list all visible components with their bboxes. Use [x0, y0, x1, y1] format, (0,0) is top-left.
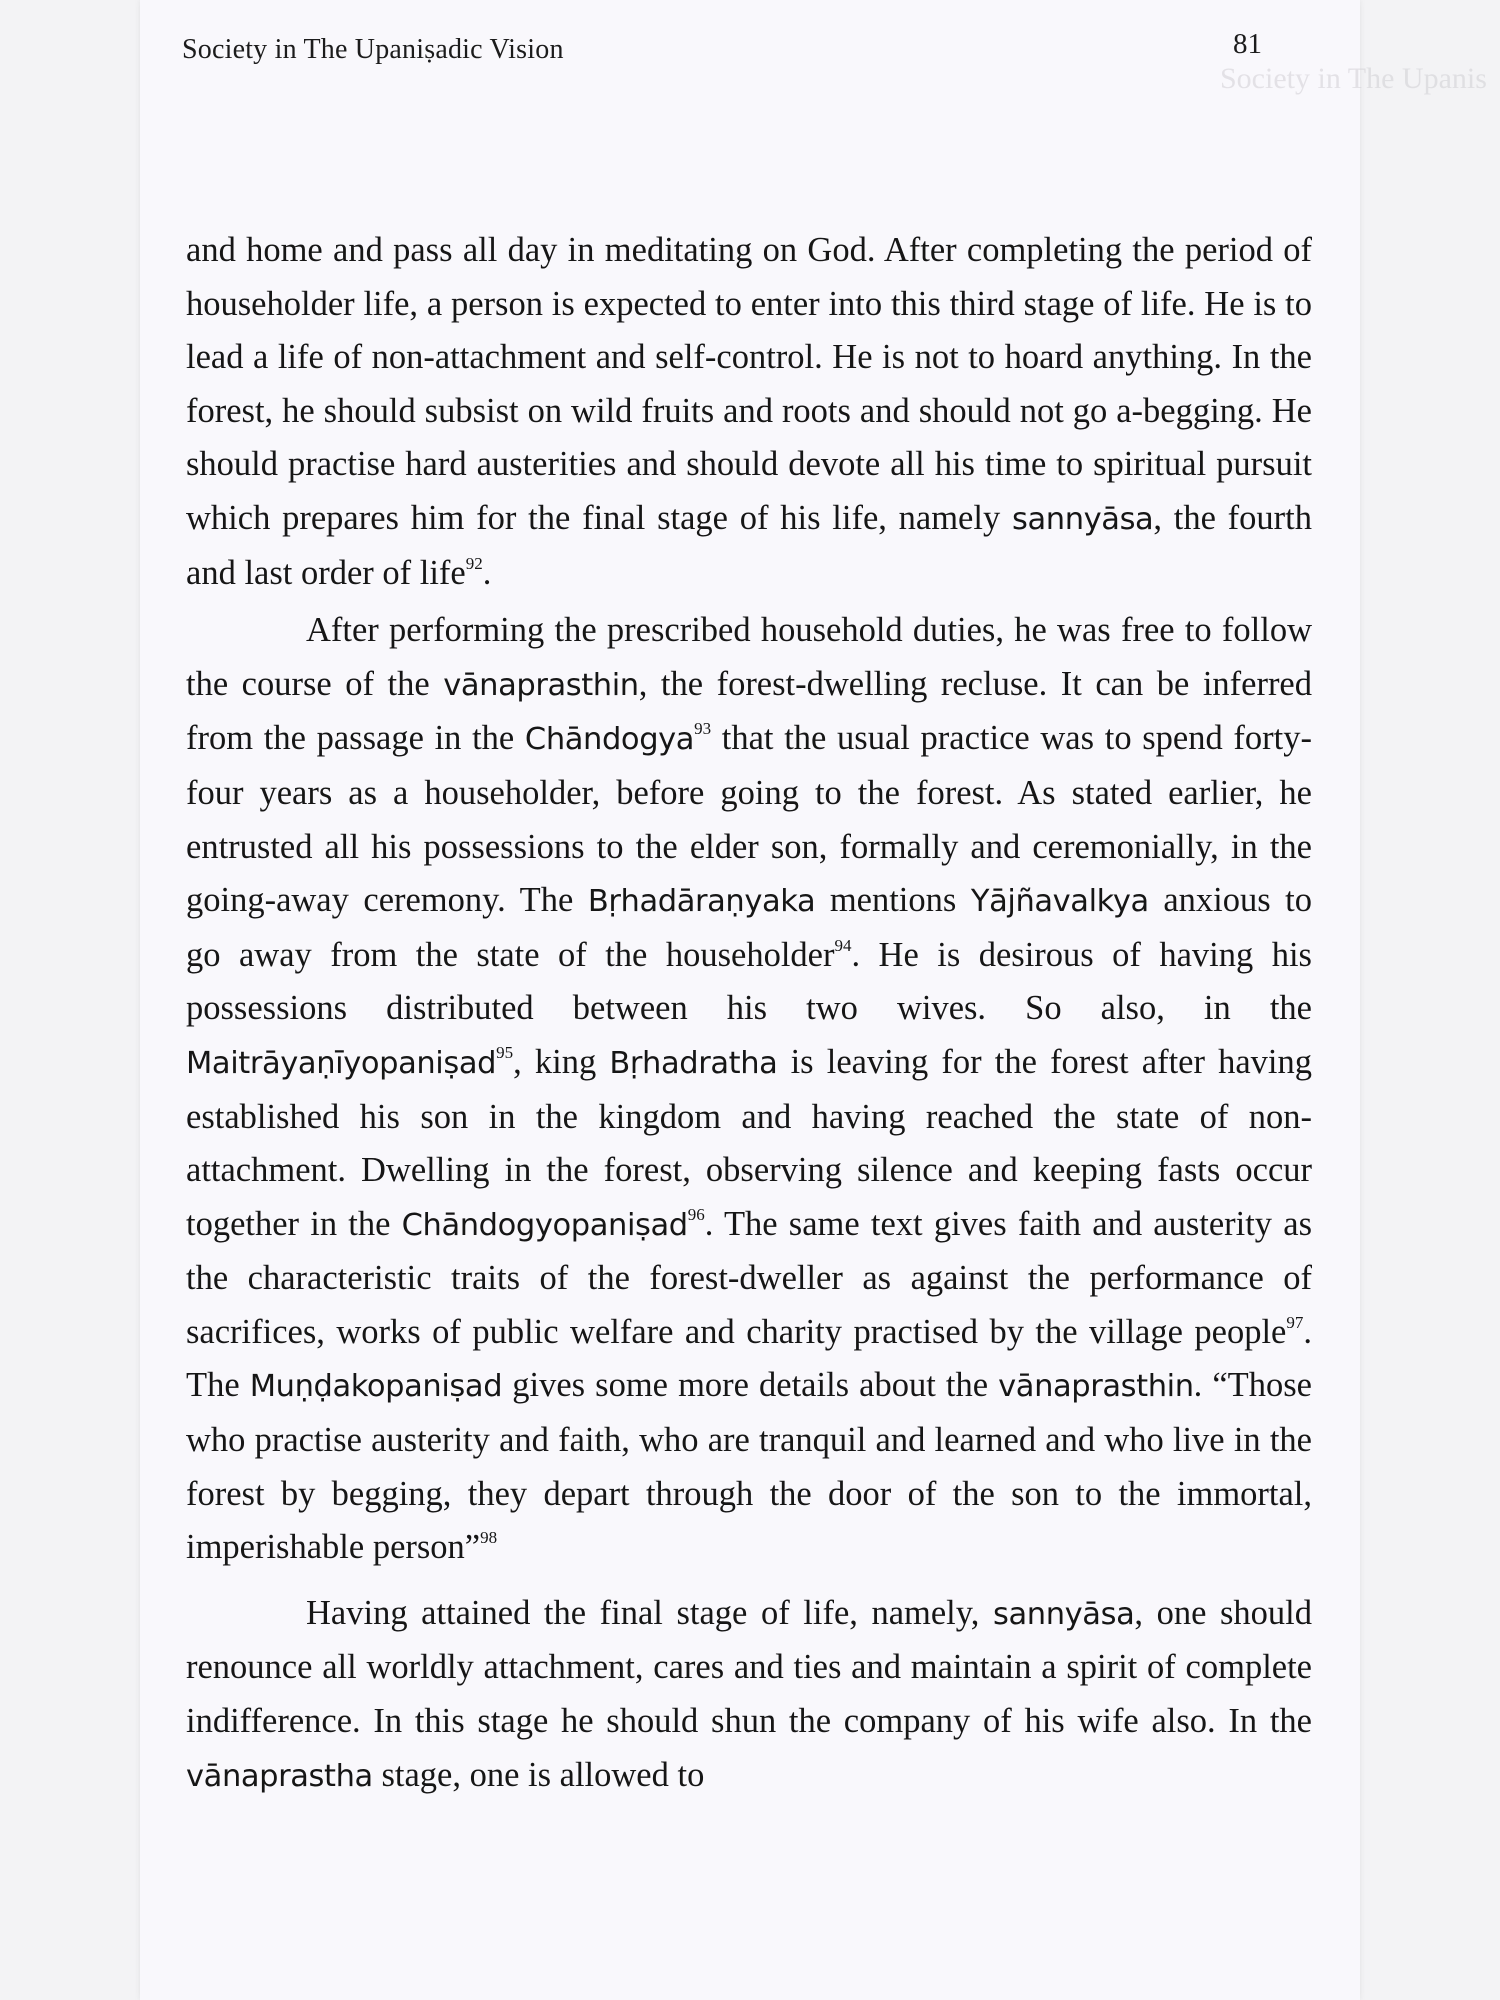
footnote-ref: 93: [694, 719, 712, 739]
text-run: , the forest-dwelling recluse. It can be inferred from the passage in the: [186, 664, 1312, 758]
sanskrit-term: Chāndogya: [524, 722, 695, 758]
footnote-ref: 96: [687, 1204, 705, 1224]
sanskrit-term: vānaprasthin: [443, 667, 639, 703]
text-run: . “Those who practise austerity and faith, who are tranquil and learned and who live in the forest by begging, they depart through the door of the son to the immortal, imperishable person”: [186, 1366, 1312, 1567]
footnote-ref: 98: [480, 1528, 498, 1548]
text-run: After performing the prescribed household duties, he was free to follow the course of the: [186, 611, 1312, 703]
footnote-ref: 92: [465, 553, 483, 573]
text-run: is leaving for the forest after having established his son in the kingdom and having reached the state of non-attachment. Dwelling in the forest, observing silence and keeping fasts occur together in the: [186, 1042, 1312, 1243]
footnote-ref: 95: [496, 1042, 514, 1062]
sanskrit-term: Muṇḍakopaniṣad: [249, 1369, 503, 1405]
sanskrit-term: vānaprasthin: [998, 1369, 1194, 1405]
sanskrit-term: Yājñavalkya: [970, 884, 1149, 920]
text-run: anxious to go away from the state of the householder: [186, 881, 1312, 974]
book-page: [140, 0, 1487, 2000]
sanskrit-term: Bṛhadratha: [609, 1045, 778, 1081]
body-text: [186, 224, 1312, 1803]
sanskrit-term: sannyāsa: [1011, 501, 1154, 537]
sanskrit-term: Maitrāyaṇīyopaniṣad: [186, 1045, 497, 1081]
text-run: . The: [186, 1312, 1312, 1405]
text-run: , the fourth and last order of life: [186, 498, 1312, 592]
text-run: , king: [513, 1042, 610, 1081]
bleed-through-text: Society in The Upanis: [1220, 62, 1487, 95]
page-number: 81: [1233, 28, 1262, 60]
sanskrit-term: Bṛhadāraṇyaka: [587, 884, 816, 920]
paragraph: [186, 604, 1312, 1575]
text-run: that the usual practice was to spend forty-four years as a householder, before going to the forest. As stated earlier, he entrusted all his possessions to the elder son, formally and ceremonially, in the going-away ceremony. The: [186, 719, 1312, 920]
paragraph: [186, 224, 1312, 600]
footnote-ref: 97: [1286, 1312, 1304, 1332]
sanskrit-term: Chāndogyopaniṣad: [401, 1207, 688, 1243]
text-run: . The same text gives faith and austerity as the characteristic traits of the forest-dweller as against the performance of sacrifices, works of public welfare and charity practised by the village people: [186, 1204, 1312, 1351]
text-run: , one should renounce all worldly attachment, cares and ties and maintain a spirit of complete indifference. In this stage he should shun the company of his wife also. In the: [186, 1593, 1313, 1741]
running-head-title: Society in The Upaniṣadic Vision: [182, 34, 564, 65]
text-run: gives some more details about the: [502, 1366, 999, 1405]
text-run: mentions: [815, 881, 971, 920]
paragraph: [186, 1587, 1312, 1803]
text-run: .: [482, 553, 492, 592]
text-run: and home and pass all day in meditating on God. After completing the period of householder life, a person is expected to enter into this third stage of life. He is to lead a life of non-attachment and self-control. He is not to hoard anything. In the forest, he should subsist on wild fruits and roots and should not go a-begging. He should practise hard austerities and should devote all his time to spiritual pursuit which prepares him for the final stage of his life, namely: [186, 231, 1312, 537]
text-run: stage, one is allowed to: [372, 1755, 705, 1794]
text-run: . He is desirous of having his possessions distributed between his two wives. So also, in the: [186, 935, 1312, 1028]
sanskrit-term: sannyāsa: [993, 1596, 1135, 1632]
sanskrit-term: vānaprastha: [186, 1758, 373, 1794]
text-run: Having attained the final stage of life, namely,: [306, 1593, 993, 1632]
footnote-ref: 94: [834, 935, 852, 955]
